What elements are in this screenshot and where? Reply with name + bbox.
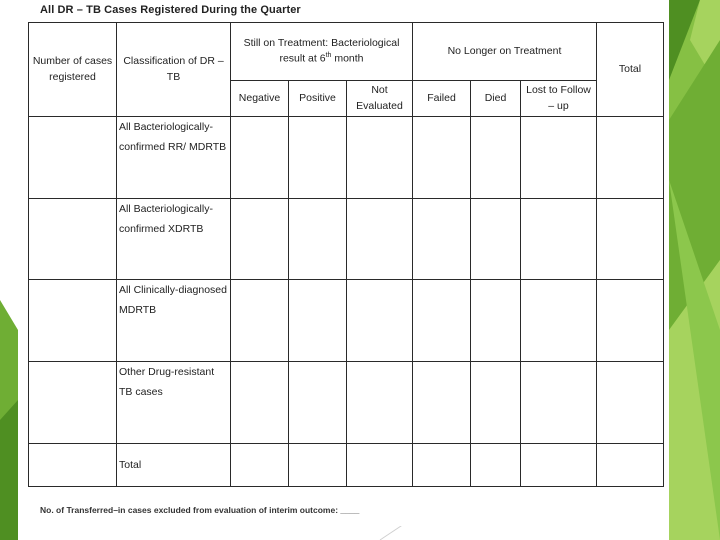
data-cell <box>347 117 413 199</box>
data-cell <box>289 444 347 487</box>
table-row-total <box>29 444 664 487</box>
data-cell <box>231 199 289 280</box>
report-title: All DR – TB Cases Registered During the Quarter <box>40 4 301 16</box>
data-cell <box>289 199 347 280</box>
classification-cell: All Bacteriologically-confirmed RR/ MDRTB <box>117 117 231 199</box>
data-cell <box>521 199 597 280</box>
header-lost-to-follow-up: Lost to Follow – up <box>521 81 597 117</box>
number-cell <box>29 444 117 487</box>
table-row <box>29 362 664 444</box>
data-cell <box>413 199 471 280</box>
data-cell <box>289 280 347 362</box>
header-number-registered: Number of cases registered <box>29 23 117 117</box>
data-cell <box>521 444 597 487</box>
data-cell <box>413 444 471 487</box>
data-cell <box>471 199 521 280</box>
data-cell <box>413 117 471 199</box>
classification-cell: All Bacteriologically-confirmed XDRTB <box>117 199 231 280</box>
header-negative: Negative <box>231 81 289 117</box>
data-cell <box>231 362 289 444</box>
header-total: Total <box>597 23 664 117</box>
header-still-on-treatment: Still on Treatment: Bacteriological result at 6th month <box>231 23 413 81</box>
classification-cell: All Clinically-diagnosed MDRTB <box>117 280 231 362</box>
report-sheet <box>18 0 669 526</box>
number-cell <box>29 117 117 199</box>
dr-tb-cases-table <box>28 22 664 487</box>
data-cell <box>347 199 413 280</box>
classification-cell: Other Drug-resistant TB cases <box>117 362 231 444</box>
data-cell <box>521 117 597 199</box>
number-cell <box>29 280 117 362</box>
data-cell <box>413 362 471 444</box>
data-cell <box>471 280 521 362</box>
transferred-in-footnote: No. of Transferred–in cases excluded from evaluation of interim outcome: ____ <box>40 505 360 515</box>
data-cell <box>597 117 664 199</box>
data-cell <box>347 444 413 487</box>
data-cell <box>597 444 664 487</box>
data-cell <box>231 280 289 362</box>
data-cell <box>289 362 347 444</box>
number-cell <box>29 362 117 444</box>
header-not-evaluated: Not Evaluated <box>347 81 413 117</box>
classification-cell: Total <box>117 444 231 487</box>
data-cell <box>231 117 289 199</box>
number-cell <box>29 199 117 280</box>
table-row <box>29 280 664 362</box>
header-positive: Positive <box>289 81 347 117</box>
data-cell <box>471 444 521 487</box>
header-row-1 <box>29 23 664 81</box>
table-row <box>29 117 664 199</box>
data-cell <box>289 117 347 199</box>
data-cell <box>231 444 289 487</box>
data-cell <box>471 117 521 199</box>
data-cell <box>597 280 664 362</box>
header-classification: Classification of DR – TB <box>117 23 231 117</box>
data-cell <box>521 280 597 362</box>
header-failed: Failed <box>413 81 471 117</box>
data-cell <box>413 280 471 362</box>
data-cell <box>597 199 664 280</box>
data-cell <box>471 362 521 444</box>
header-died: Died <box>471 81 521 117</box>
data-cell <box>521 362 597 444</box>
data-cell <box>347 362 413 444</box>
header-no-longer-on-treatment: No Longer on Treatment <box>413 23 597 81</box>
table-row <box>29 199 664 280</box>
data-cell <box>347 280 413 362</box>
data-cell <box>597 362 664 444</box>
